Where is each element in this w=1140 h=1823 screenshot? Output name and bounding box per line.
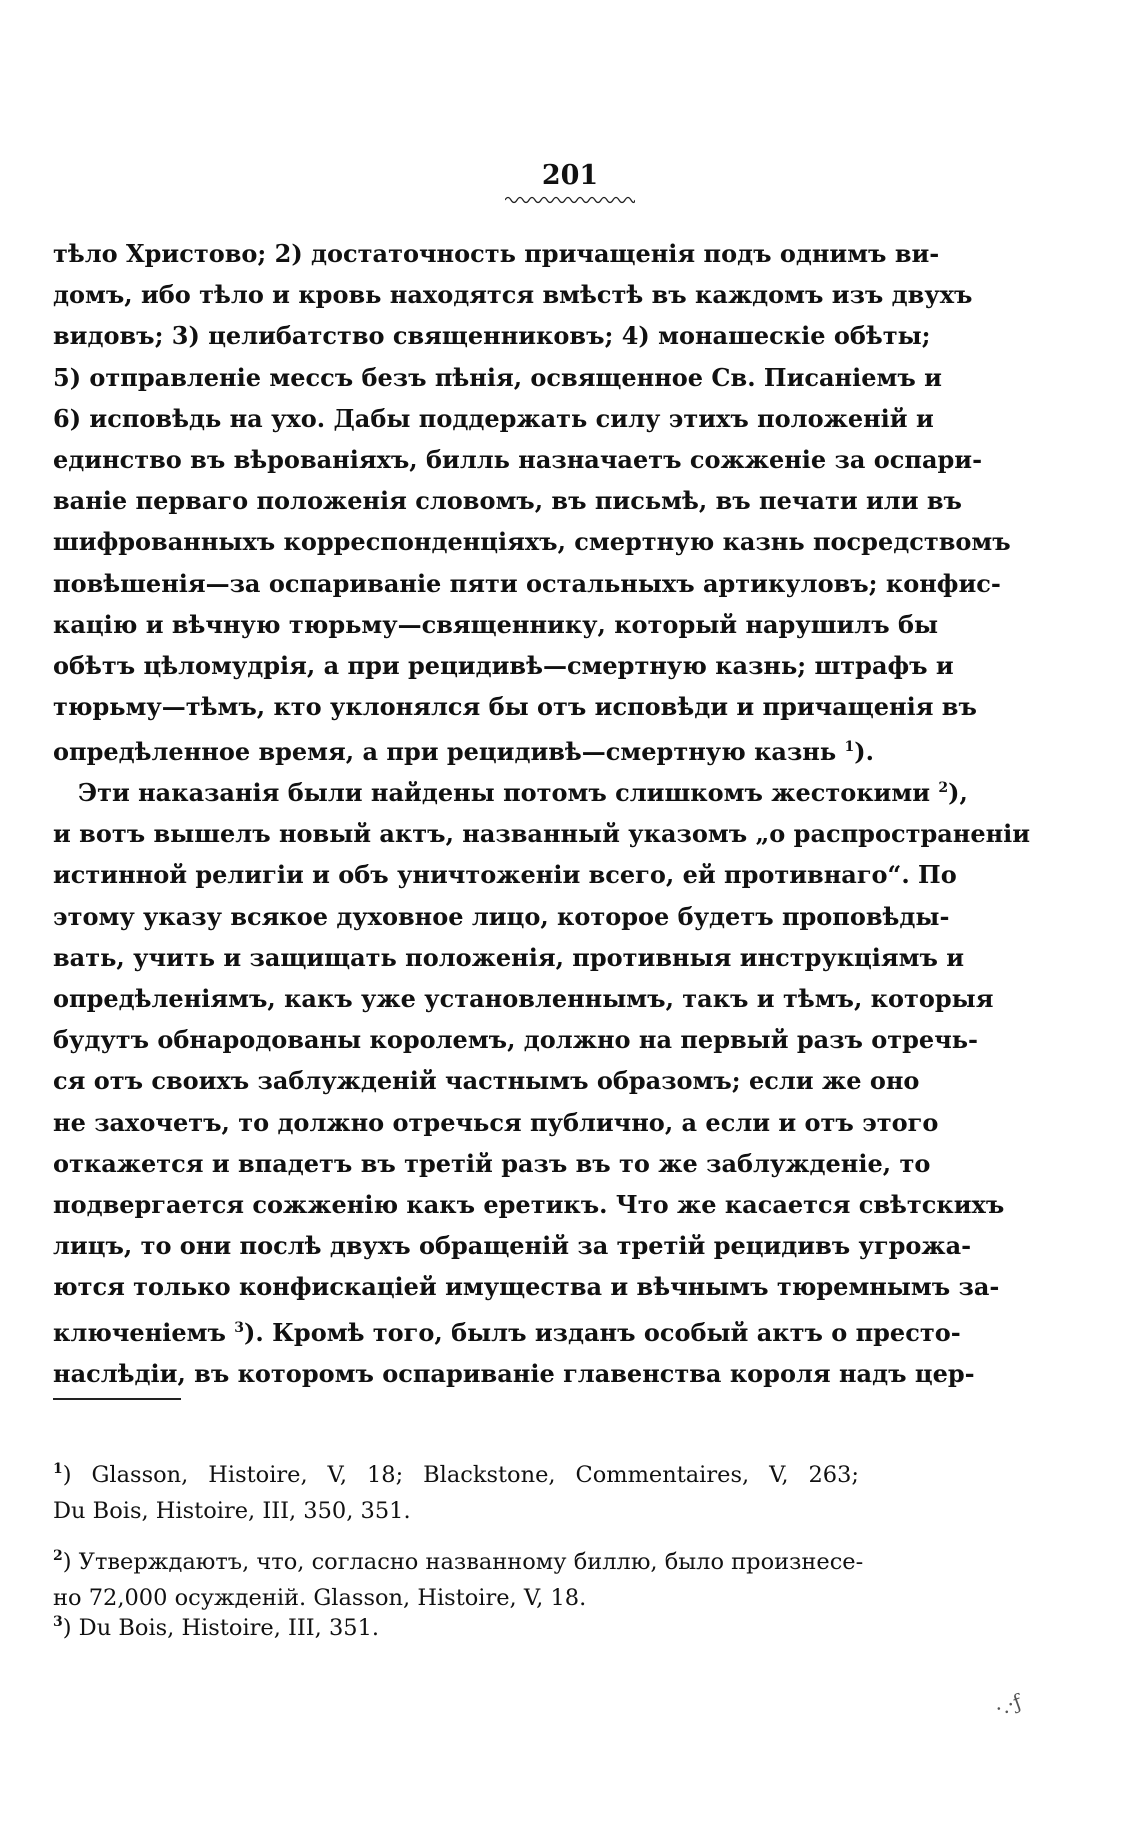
text-line: видовъ; 3) целибатство священниковъ; 4) монашескіе обѣты; — [53, 321, 931, 351]
footnote-line — [53, 1451, 859, 1493]
footnote-separator — [53, 1398, 181, 1400]
text-line: тюрьму—тѣмъ, кто уклонялся бы отъ исповѣди и причащенія въ — [53, 692, 977, 722]
text-line: обѣтъ цѣломудрія, а при рецидивѣ—смертную казнь; штрафъ и — [53, 651, 954, 681]
text-line: 6) исповѣдь на ухо. Дабы поддержать силу этихъ положеній и — [53, 403, 934, 433]
paragraph-2 — [53, 768, 1031, 1394]
footnote-line — [53, 1604, 859, 1646]
footnote-line: но 72,000 осужденій. Glasson, Histoire, V, 18. — [53, 1585, 587, 1611]
text-line: откажется и впадетъ въ третій разъ въ то же заблужденіе, то — [53, 1148, 931, 1178]
text-fragment: опредѣленное время, а при рецидивѣ—смертную казнь — [53, 737, 837, 767]
text-fragment: ), — [948, 778, 968, 807]
text-line: ся отъ своихъ заблужденій частнымъ образомъ; если же оно — [53, 1066, 920, 1096]
paragraph-1 — [53, 233, 1011, 773]
text-line: и вотъ вышелъ новый актъ, названный указомъ „о распространеніи — [53, 819, 1031, 849]
text-line: подвергается сожженію какъ еретикъ. Что же касается свѣтскихъ — [53, 1190, 1005, 1220]
text-line: кацію и вѣчную тюрьму—священнику, который нарушилъ бы — [53, 609, 939, 639]
text-line: тѣло Христово; 2) достаточность причащенія подъ однимъ ви- — [53, 239, 940, 268]
text-line: повѣшенія—за оспариваніе пяти остальныхъ артикуловъ; конфис- — [53, 568, 1001, 598]
footnote-line: Du Bois, Histoire, III, 350, 351. — [53, 1498, 411, 1524]
text-fragment: ). Кромѣ того, былъ изданъ особый актъ о престо- — [244, 1317, 961, 1347]
footnote-mark-1[interactable]: 1 — [844, 739, 855, 756]
footnote-1 — [53, 1451, 859, 1529]
footnote-text: ) Glasson, Histoire, V, 18; Blackstone, Commentaires, V, 263; — [62, 1462, 859, 1488]
marginal-mark: ·.·ƒ — [991, 1689, 1025, 1721]
footnote-text: ) Du Bois, Histoire, III, 351. — [62, 1615, 380, 1641]
text-line: лицъ, то они послѣ двухъ обращеній за третій рецидивъ угрожа- — [53, 1231, 972, 1261]
text-line: домъ, ибо тѣло и кровь находятся вмѣстѣ въ каждомъ изъ двухъ — [53, 280, 973, 310]
text-line: шифрованныхъ корреспонденціяхъ, смертную казнь посредствомъ — [53, 527, 1011, 557]
text-line-last — [53, 727, 874, 772]
text-line: не захочетъ, то должно отречься публично, а если и отъ этого — [53, 1107, 939, 1137]
footnote-mark-2[interactable]: 2 — [938, 780, 949, 796]
text-line: 5) отправленіе мессъ безъ пѣнія, освященное Св. Писаніемъ и — [53, 362, 942, 392]
text-line: опредѣленіямъ, какъ уже установленнымъ, такъ и тѣмъ, которыя — [53, 984, 994, 1014]
text-line: вать, учить и защищать положенія, противныя инструкціямъ и — [53, 942, 965, 972]
footnote-line — [53, 1538, 864, 1580]
page-number-wavy-rule — [505, 195, 635, 205]
page-number: 201 — [541, 160, 599, 191]
text-fragment: ключеніемъ — [53, 1317, 226, 1347]
text-line: ваніе перваго положенія словомъ, въ письмѣ, въ печати или въ — [53, 486, 962, 516]
footnote-text: ) Утверждаютъ, что, согласно названному биллю, было произнесе- — [62, 1549, 864, 1575]
text-line-first — [53, 768, 968, 813]
text-line: ются только конфискаціей имущества и вѣчнымъ тюремнымъ за- — [53, 1272, 1000, 1302]
text-line: будутъ обнародованы королемъ, должно на первый разъ отречь- — [53, 1025, 979, 1055]
text-line: этому указу всякое духовное лицо, которое будетъ проповѣды- — [53, 901, 950, 931]
footnote-number: 1 — [53, 1461, 63, 1477]
text-fragment: ). — [854, 737, 874, 767]
footnote-number: 3 — [53, 1614, 63, 1630]
text-line: единство въ вѣрованіяхъ, билль назначаетъ сожженіе за оспари- — [53, 445, 983, 475]
text-line: наслѣдіи, въ которомъ оспариваніе главенства короля надъ цер- — [53, 1358, 975, 1388]
text-line — [53, 1308, 961, 1353]
footnote-mark-3[interactable]: 3 — [234, 1319, 245, 1336]
text-line: истинной религіи и объ уничтоженіи всего, ей противнаго“. По — [53, 860, 957, 890]
text-fragment: Эти наказанія были найдены потомъ слишкомъ жестокими — [78, 778, 930, 807]
footnote-number: 2 — [53, 1548, 63, 1564]
footnote-3 — [53, 1604, 859, 1646]
